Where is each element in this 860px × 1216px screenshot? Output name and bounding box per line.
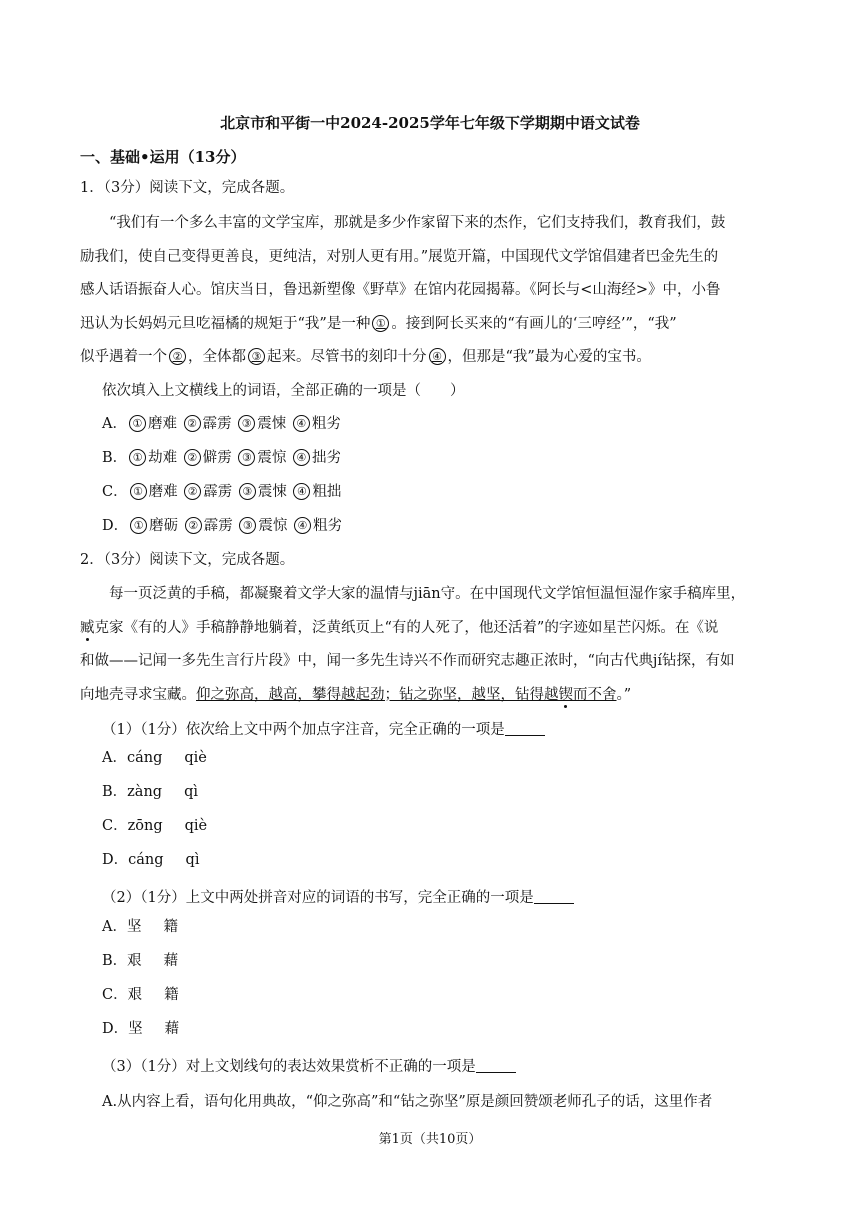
subquestion-1-option-d[interactable]: D．cáng qì: [102, 852, 200, 868]
answer-blank[interactable]: [505, 721, 545, 736]
question-1-heading: 1．（3分）阅读下文，完成各题。: [80, 180, 295, 196]
subquestion-1-option-b[interactable]: B．zàng qì: [102, 784, 198, 800]
blank-marker-3: ③: [248, 348, 265, 365]
passage-line: 向地壳寻求宝藏。仰之弥高，越高，攀得越起劲；钻之弥坚，越坚，钻得越锲而不舍。”: [80, 686, 632, 703]
subquestion-2-option-b[interactable]: B．艰 藉: [102, 953, 179, 969]
subquestion-1-option-a[interactable]: A．cáng qiè: [102, 750, 207, 766]
subquestion-1: （1）（1分）依次给上文中两个加点字注音，完全正确的一项是: [102, 720, 545, 740]
question-2-passage: [80, 584, 780, 718]
blank-marker-4: ④: [429, 348, 446, 365]
section-heading: 一、基础•运用（13分）: [80, 148, 246, 166]
dotted-char: 锲: [558, 686, 573, 703]
passage-line: 感人话语振奋人心。馆庆当日，鲁迅新塑像《野草》在馆内花园揭幕。《阿长与<山海经>》中，小鲁: [80, 282, 721, 298]
question-1-option-c[interactable]: C． ① 磨难 ② 霹雳 ③ 震悚 ④ 粗拙: [102, 484, 342, 500]
subquestion-2-option-c[interactable]: C．艰 籍: [102, 987, 179, 1003]
subquestion-1-option-c[interactable]: C．zōng qiè: [102, 818, 208, 834]
passage-line: 和做——记闻一多先生言行片段》中，闻一多先生诗兴不作而研究志趣正浓时，“向古代典jí钻探，有如: [80, 653, 735, 669]
subquestion-3: （3）（1分）对上文划线句的表达效果赏析不正确的一项是: [102, 1057, 516, 1077]
question-1-option-d[interactable]: D． ① 磨砺 ② 霹雳 ③ 震惊 ④ 粗劣: [102, 518, 342, 534]
passage-line: 每一页泛黄的手稿，都凝聚着文学大家的温情与jiān守。在中国现代文学馆恒温恒湿作家手稿库里，: [109, 586, 746, 602]
subquestion-2: （2）（1分）上文中两处拼音对应的词语的书写，完全正确的一项是: [102, 888, 574, 908]
passage-line: 励我们，使自己变得更善良，更纯洁，对别人更有用。”展览开篇，中国现代文学馆倡建者巴金先生的: [80, 248, 719, 265]
question-1-option-b[interactable]: B． ① 劫难 ② 僻雳 ③ 震惊 ④ 拙劣: [102, 450, 341, 466]
passage-line: 似乎遇着一个 ② ，全体都 ③ 起来。尽管书的刻印十分 ④ ，但那是“我”最为心爱的宝书。: [80, 349, 651, 365]
page-title: 北京市和平街一中2024-2025学年七年级下学期期中语文试卷: [220, 114, 640, 132]
blank-marker-2: ②: [169, 348, 186, 365]
subquestion-2-option-a[interactable]: A．坚 籍: [102, 919, 178, 935]
passage-line: 迅认为长妈妈元旦吃福橘的规矩于“我”是一种 ① 。接到阿长买来的“有画儿的‘三哼经’”，“我”: [80, 315, 677, 332]
question-1-option-a[interactable]: A． ① 磨难 ② 霹雳 ③ 震悚 ④ 粗劣: [102, 416, 341, 432]
question-1-passage: [80, 213, 780, 381]
question-1-prompt: 依次填入上文横线上的词语，全部正确的一项是（ ）: [102, 383, 465, 399]
page-footer: 第1页（共10页）: [378, 1132, 482, 1147]
blank-marker-1: ①: [372, 315, 389, 332]
question-2-heading: 2．（3分）阅读下文，完成各题。: [80, 552, 295, 568]
subquestion-2-option-d[interactable]: D．坚 藉: [102, 1021, 180, 1037]
passage-line: “我们有一个多么丰富的文学宝库，那就是多少作家留下来的杰作，它们支持我们，教育我们，鼓: [109, 215, 726, 231]
underlined-sentence: 仰之弥高，越高，攀得越起劲；钻之弥坚，越坚，钻得越: [196, 686, 559, 703]
dotted-char: 臧: [80, 619, 95, 636]
subquestion-3-option-a[interactable]: A.从内容上看，语句化用典故，“仰之弥高”和“钻之弥坚”原是颜回赞颂老师孔子的话，这里作者: [102, 1094, 713, 1110]
passage-line: 臧克家《有的人》手稿静静地躺着，泛黄纸页上“有的人死了，他还活着”的字迹如星芒闪烁。在《说: [80, 619, 719, 636]
answer-blank[interactable]: [534, 889, 574, 904]
answer-blank[interactable]: [476, 1058, 516, 1073]
